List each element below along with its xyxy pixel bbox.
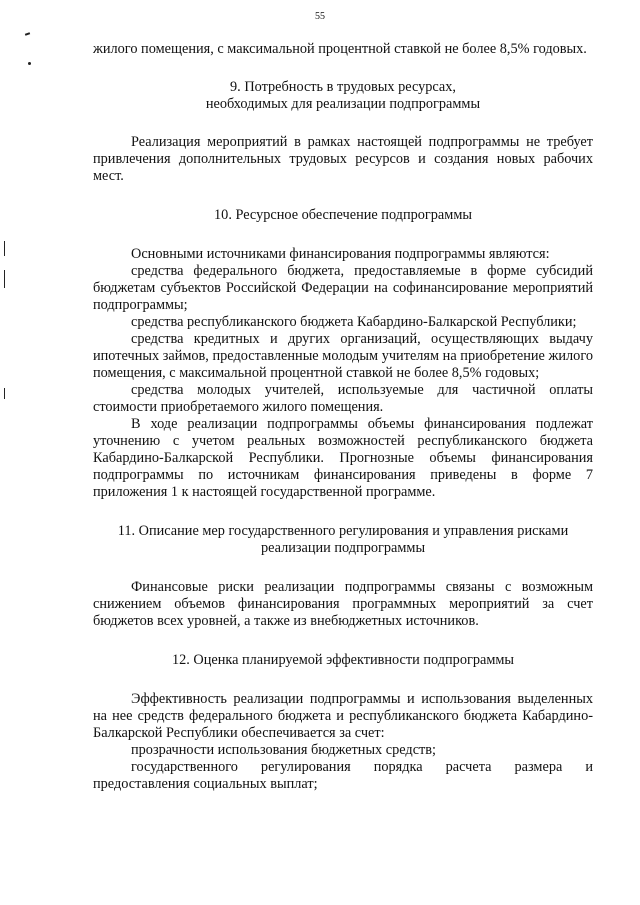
heading-section-11-line-1: 11. Описание мер государственного регулирования и управления рисками [117,523,569,539]
paragraph-labor-resources: Реализация мероприятий в рамках настоящей подпрограммы не требует привлечения дополнительных трудовых ресурсов и создания новых рабочих мест. [93,134,593,184]
document-body [93,41,593,793]
paragraph-budget-transparency: прозрачности использования бюджетных средств; [131,742,437,758]
heading-section-9-line-1: 9. Потребность в трудовых ресурсах, [230,79,456,95]
paragraph-young-teacher-funds: средства молодых учителей, используемые для частичной оплаты стоимости приобретаемого жилого помещения. [93,382,593,415]
paragraph-funding-sources-intro: Основными источниками финансирования подпрограммы являются: [131,246,550,262]
scan-mark-left-2 [4,270,5,288]
page-number: 55 [315,11,325,22]
scan-mark-top-1 [25,32,30,36]
paragraph-funding-adjustment: В ходе реализации подпрограммы объемы финансирования подлежат уточнению с учетом реальных возможностей республиканского бюджета Кабардино-Балкарской Республики. Прогнозные объемы финансирования подпрограммы по источникам финансирования приведены в форме 7 приложения 1 к настоящей государственной программе. [93,416,593,500]
paragraph-social-payments-regulation: государственного регулирования порядка расчета размера и предоставления социальных выплат; [93,759,593,792]
heading-section-9-line-2: необходимых для реализации подпрограммы [205,96,481,112]
heading-section-10: 10. Ресурсное обеспечение подпрограммы [214,207,472,223]
heading-section-12: 12. Оценка планируемой эффективности подпрограммы [171,652,515,668]
scan-mark-left-1 [4,241,5,256]
paragraph-financial-risks: Финансовые риски реализации подпрограммы связаны с возможным снижением объемов финансирования программных мероприятий за счет бюджетов всех уровней, а также из внебюджетных источников. [93,579,593,629]
scan-mark-left-3 [4,388,5,399]
paragraph-republican-budget-funds: средства республиканского бюджета Кабардино-Балкарской Республики; [131,314,577,330]
scan-mark-top-2 [28,62,31,65]
heading-section-11-line-2: реализации подпрограммы [260,540,426,556]
paragraph-federal-budget-funds: средства федерального бюджета, предоставляемые в форме субсидий бюджетам субъектов Российской Федерации на софинансирование мероприятий подпрограммы; [93,263,593,313]
paragraph-efficiency-intro: Эффективность реализации подпрограммы и использования выделенных на нее средств федерального бюджета и республиканского бюджета Кабардино-Балкарской Республики обеспечивается за счет: [93,691,593,741]
paragraph-credit-organization-funds: средства кредитных и других организаций, осуществляющих выдачу ипотечных займов, предоставленные молодым учителям на приобретение жилого помещения, с максимальной процентной ставкой не более 8,5% годовых; [93,331,593,381]
paragraph-housing-rate-end: жилого помещения, с максимальной процентной ставкой не более 8,5% годовых. [93,41,587,57]
